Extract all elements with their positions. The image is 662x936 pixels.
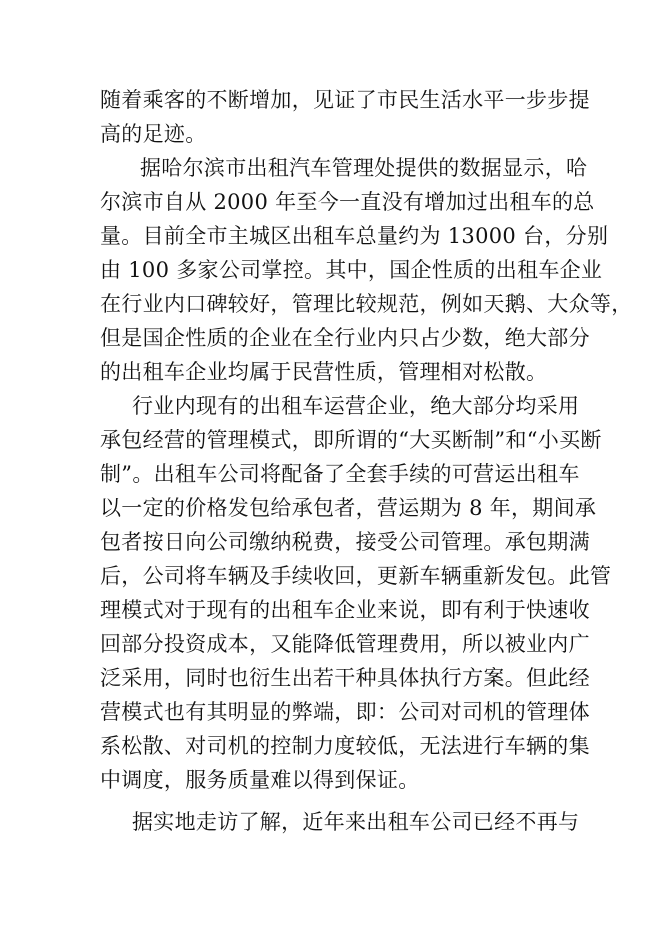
text-line: 泛采用，同时也衍生出若干种具体执行方案。但此经	[100, 666, 590, 690]
text-line: 量。目前全市主城区出租车总量约为 13000 台，分别	[100, 224, 609, 248]
text-line: 系松散、对司机的控制力度较低，无法进行车辆的集	[100, 734, 590, 758]
paragraph-start-line: 据哈尔滨市出租汽车管理处提供的数据显示，哈	[140, 156, 588, 180]
text-line: 尔滨市自从 2000 年至今一直没有增加过出租车的总	[100, 190, 595, 214]
text-line: 承包经营的管理模式，即所谓的“大买断制”和“小买断	[100, 428, 602, 452]
text-line: 高的足迹。	[100, 122, 207, 146]
text-line: 中调度，服务质量难以得到保证。	[100, 768, 420, 792]
text-line: 回部分投资成本，又能降低管理费用，所以被业内广	[100, 632, 590, 656]
paragraph-start-line: 据实地走访了解，近年来出租车公司已经不再与	[132, 810, 580, 834]
text-line: 理模式对于现有的出租车企业来说，即有利于快速收	[100, 598, 590, 622]
text-line: 的出租车企业均属于民营性质，管理相对松散。	[100, 360, 548, 384]
text-line: 随着乘客的不断增加，见证了市民生活水平一步步提	[100, 88, 590, 112]
text-line: 以一定的价格发包给承包者，营运期为 8 年，期间承	[100, 496, 597, 520]
text-line: 由 100 多家公司掌控。其中，国企性质的出租车企业	[100, 258, 603, 282]
text-line: 营模式也有其明显的弊端，即：公司对司机的管理体	[100, 700, 590, 724]
text-line: 包者按日向公司缴纳税费，接受公司管理。承包期满	[100, 530, 590, 554]
paragraph-start-line: 行业内现有的出租车运营企业，绝大部分均采用	[132, 394, 580, 418]
text-line: 在行业内口碑较好，管理比较规范，例如天鹅、大众等，	[100, 292, 633, 316]
text-line: 但是国企性质的企业在全行业内只占少数，绝大部分	[100, 326, 590, 350]
text-line: 制”。出租车公司将配备了全套手续的可营运出租车	[100, 462, 580, 486]
text-line: 后，公司将车辆及手续收回，更新车辆重新发包。此管	[100, 564, 612, 588]
